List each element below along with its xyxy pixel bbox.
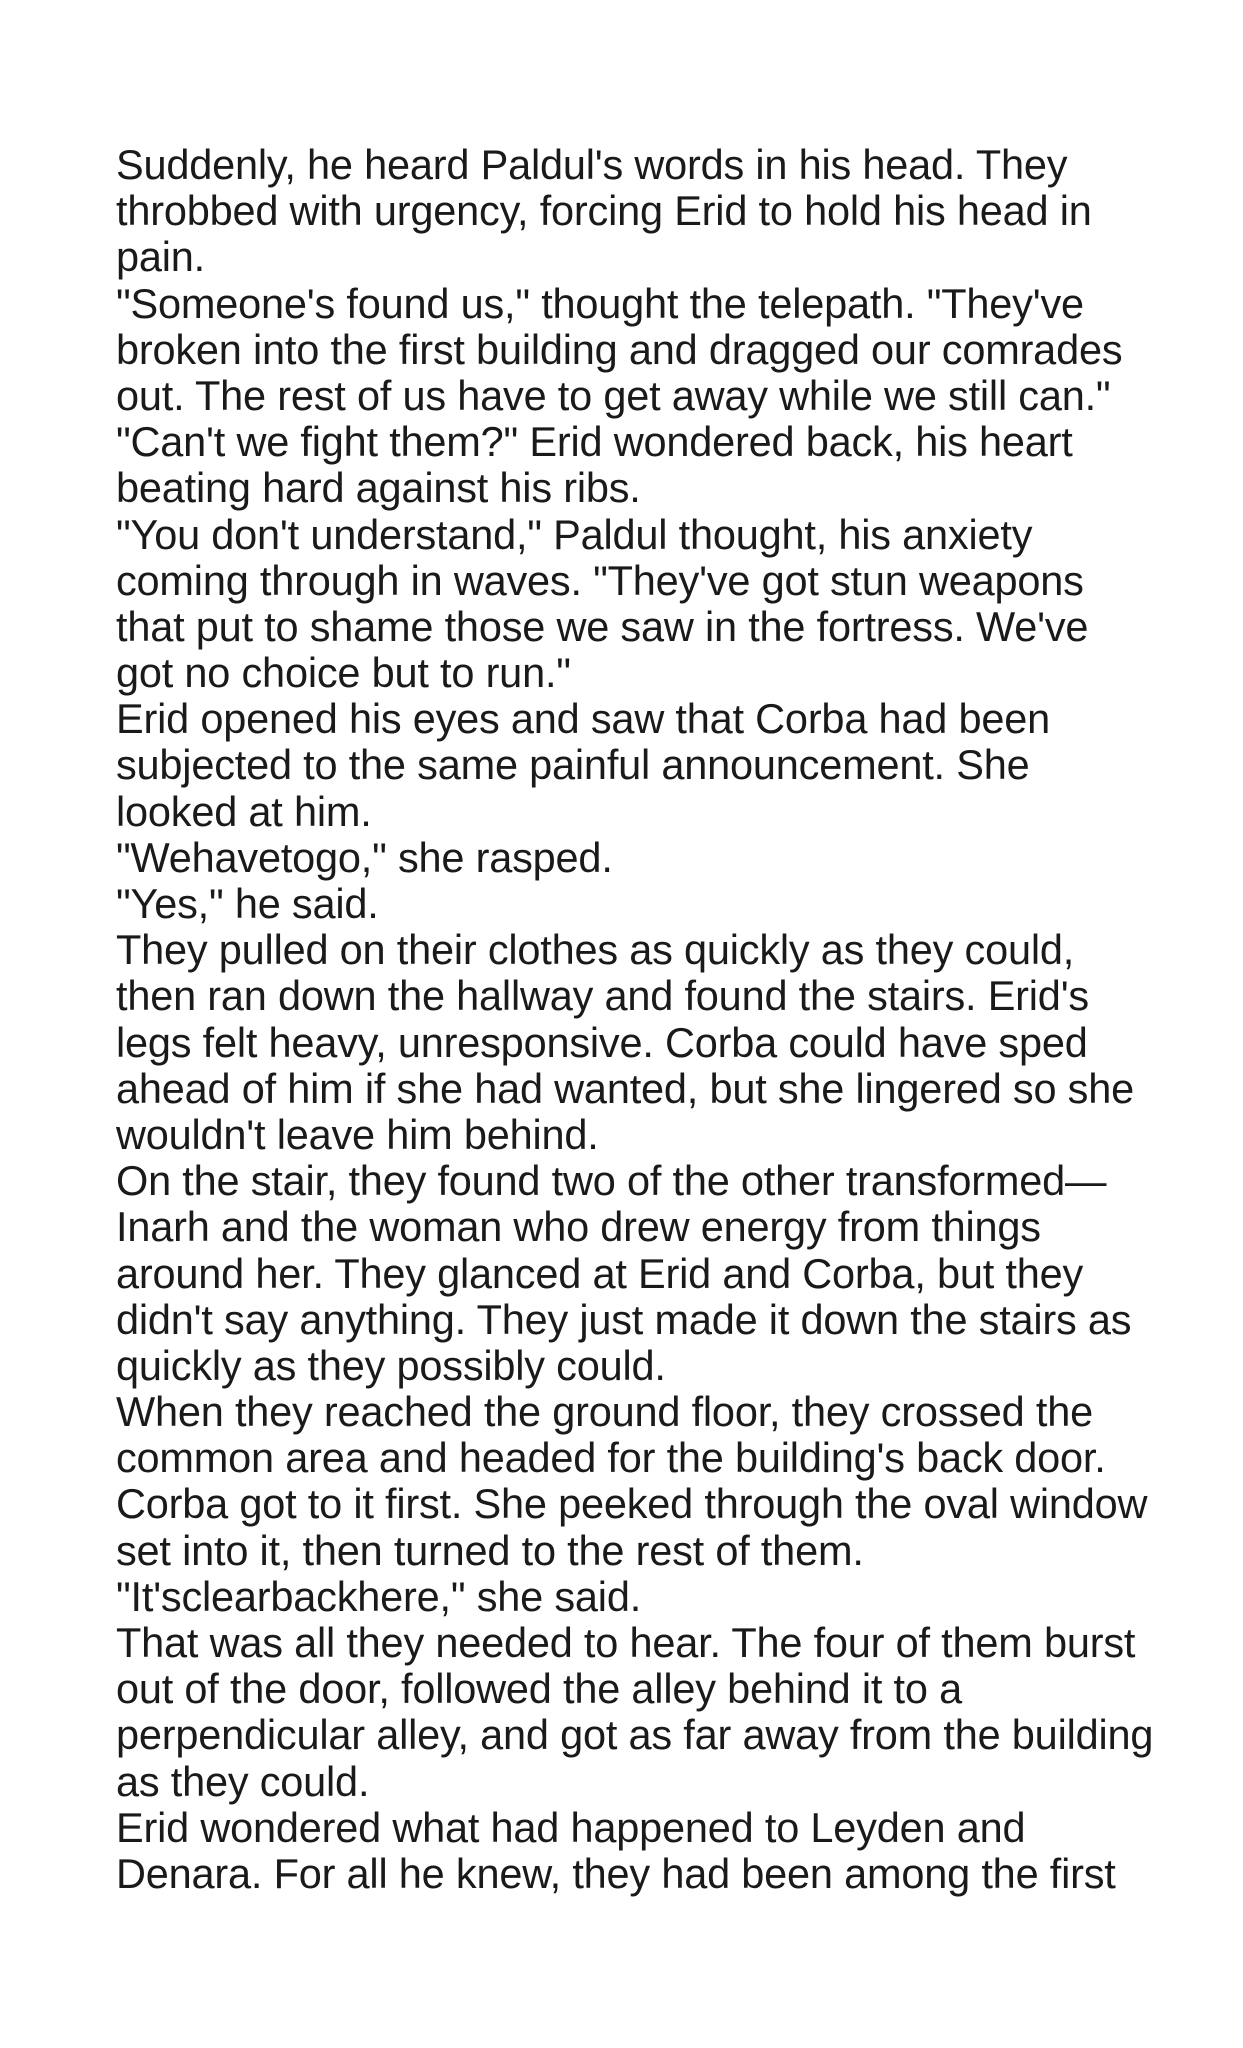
text-line: then ran down the hallway and found the stairs. Erid's bbox=[116, 972, 1089, 1020]
text-line: "Wehavetogo," she rasped. bbox=[116, 833, 613, 881]
text-line: legs felt heavy, unresponsive. Corba could have sped bbox=[116, 1018, 1088, 1066]
text-line: coming through in waves. "They've got stun weapons bbox=[116, 556, 1084, 604]
text-line: Corba got to it first. She peeked through the oval window bbox=[116, 1480, 1148, 1528]
text-line: quickly as they possibly could. bbox=[116, 1341, 666, 1389]
text-line: perpendicular alley, and got as far away from the building bbox=[116, 1711, 1154, 1759]
text-line: "It'sclearbackhere," she said. bbox=[116, 1572, 642, 1620]
text-line: subjected to the same painful announcement. She bbox=[116, 741, 1030, 789]
text-line: out of the door, followed the alley behind it to a bbox=[116, 1665, 962, 1713]
text-line: wouldn't leave him behind. bbox=[116, 1110, 599, 1158]
text-line: Erid wondered what had happened to Leyden and bbox=[116, 1803, 1026, 1851]
document-body bbox=[116, 141, 1154, 1897]
text-line: didn't say anything. They just made it down the stairs as bbox=[116, 1295, 1132, 1343]
text-line: out. The rest of us have to get away while we still can." bbox=[116, 371, 1111, 419]
text-line: Erid opened his eyes and saw that Corba had been bbox=[116, 695, 1051, 743]
text-line: got no choice but to run." bbox=[116, 649, 571, 697]
text-line: looked at him. bbox=[116, 787, 372, 835]
text-line: broken into the first building and dragged our comrades bbox=[116, 325, 1123, 373]
text-line: beating hard against his ribs. bbox=[116, 464, 641, 512]
text-line: common area and headed for the building's back door. bbox=[116, 1434, 1106, 1482]
text-line: "Yes," he said. bbox=[116, 880, 379, 927]
text-line: throbbed with urgency, forcing Erid to hold his head in bbox=[116, 187, 1092, 235]
text-line: "You don't understand," Paldul thought, his anxiety bbox=[116, 510, 1033, 558]
text-line: Inarh and the woman who drew energy from things bbox=[116, 1203, 1041, 1251]
text-line: pain. bbox=[116, 233, 205, 281]
text-line: Suddenly, he heard Paldul's words in his head. They bbox=[116, 141, 1068, 188]
text-line: Denara. For all he knew, they had been among the first bbox=[116, 1849, 1116, 1897]
text-line: When they reached the ground floor, they crossed the bbox=[116, 1388, 1093, 1436]
text-line: That was all they needed to hear. The four of them burst bbox=[116, 1619, 1136, 1666]
text-line: set into it, then turned to the rest of them. bbox=[116, 1526, 864, 1574]
text-line: They pulled on their clothes as quickly as they could, bbox=[116, 926, 1075, 974]
text-line: around her. They glanced at Erid and Corba, but they bbox=[116, 1249, 1084, 1297]
text-line: On the stair, they found two of the other transformed— bbox=[116, 1157, 1107, 1205]
text-line: "Someone's found us," thought the telepath. "They've bbox=[116, 279, 1084, 327]
text-line: that put to shame those we saw in the fortress. We've bbox=[116, 602, 1089, 650]
text-line: as they could. bbox=[116, 1757, 370, 1805]
text-line: "Can't we fight them?" Erid wondered back, his heart bbox=[116, 418, 1073, 466]
text-line: ahead of him if she had wanted, but she lingered so she bbox=[116, 1064, 1134, 1112]
